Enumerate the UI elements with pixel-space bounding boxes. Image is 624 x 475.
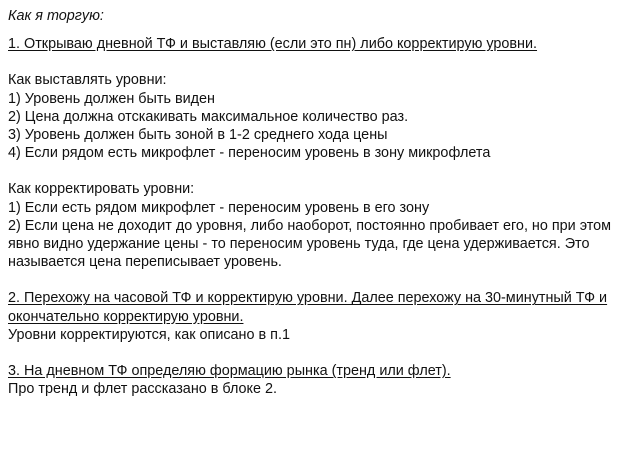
- set-levels-item: 4) Если рядом есть микрофлет - переносим уровень в зону микрофлета: [8, 145, 491, 162]
- doc-title: Как я торгую:: [8, 8, 104, 24]
- correct-levels-item: 1) Если есть рядом микрофлет - переносим уровень в его зону: [8, 199, 430, 216]
- correct-levels-item: 2) Если цена не доходит до уровня, либо наоборот, постоянно пробивает его, но при этом явно видно удержание цены - то переносим уровень туда, где цена удерживается. Это называется цена переписывает уровень.: [8, 217, 612, 271]
- step-2-text: Уровни корректируются, как описано в п.1: [8, 326, 290, 343]
- set-levels-title: Как выставлять уровни:: [8, 72, 167, 89]
- step-1-heading: 1. Открываю дневной ТФ и выставляю (если это пн) либо корректирую уровни.: [8, 36, 538, 53]
- set-levels-item: 2) Цена должна отскакивать максимальное количество раз.: [8, 108, 409, 125]
- set-levels-item: 3) Уровень должен быть зоной в 1-2 среднего хода цены: [8, 127, 388, 144]
- step-3-heading: 3. На дневном ТФ определяю формацию рынка (тренд или флет).: [8, 363, 451, 380]
- correct-levels-title: Как корректировать уровни:: [8, 181, 195, 198]
- step-3-text: Про тренд и флет рассказано в блоке 2.: [8, 381, 278, 398]
- document: [8, 7, 614, 398]
- set-levels-item: 1) Уровень должен быть виден: [8, 90, 215, 107]
- step-2-heading: 2. Перехожу на часовой ТФ и корректирую уровни. Далее перехожу на 30-минутный ТФ и окончательно корректирую уровни.: [8, 290, 608, 325]
